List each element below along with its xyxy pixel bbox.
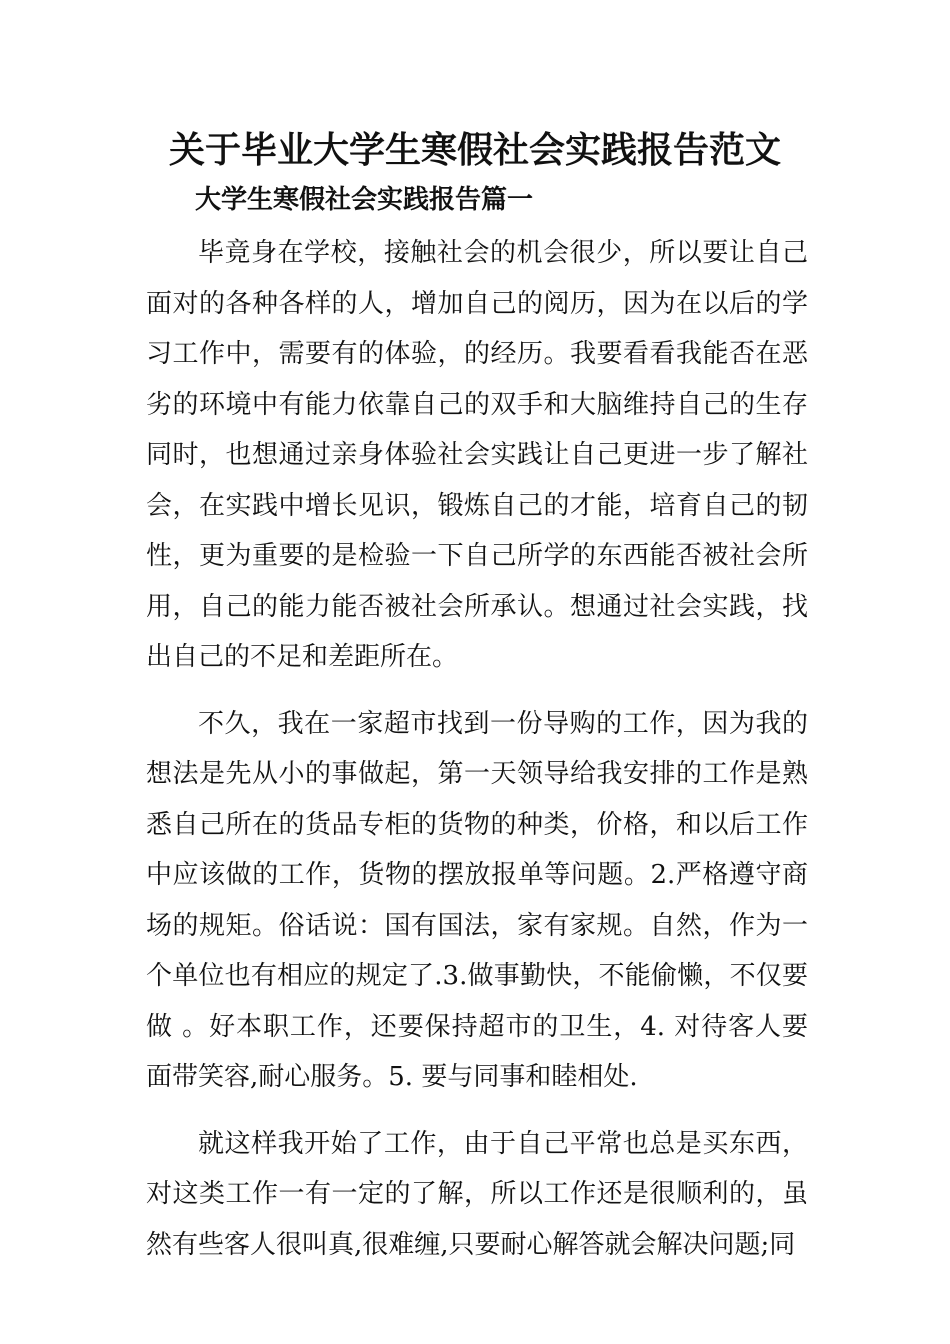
document-body [146,228,808,1286]
section-heading: 大学生寒假社会实践报告篇一 [195,185,534,215]
paragraph-3: 就这样我开始了工作，由于自己平常也总是买东西，对这类工作一有一定的了解，所以工作还是很顺利的，虽然有些客人很叫真,很难缠,只要耐心解答就会解决问题;同 [146,1128,808,1260]
document-title: 关于毕业大学生寒假社会实践报告范文 [168,130,781,171]
paragraph-1: 毕竟身在学校，接触社会的机会很少，所以要让自己面对的各种各样的人，增加自己的阅历，因为在以后的学习工作中，需要有的体验，的经历。我要看看我能否在恶劣的环境中有能力依靠自己的双手和大脑维持自己的生存同时，也想通过亲身体验社会实践让自己更进一步了解社会，在实践中增长见识，锻炼自己的才能，培育自己的韧性，更为重要的是检验一下自己所学的东西能否被社会所用，自己的能力能否被社会所承认。想通过社会实践，找出自己的不足和差距所在。 [146,238,808,672]
paragraph-2: 不久，我在一家超市找到一份导购的工作，因为我的想法是先从小的事做起，第一天领导给我安排的工作是熟悉自己所在的货品专柜的货物的种类，价格，和以后工作中应该做的工作，货物的摆放报单等问题。2.严格遵守商场的规矩。俗话说：国有国法，家有家规。自然，作为一个单位也有相应的规定了.3.做事勤快，不能偷懒，不仅要做 。好本职工作，还要保持超市的卫生，4. 对待客人要面带笑容,耐心服务。5. 要与同事和睦相处. [146,708,808,1092]
